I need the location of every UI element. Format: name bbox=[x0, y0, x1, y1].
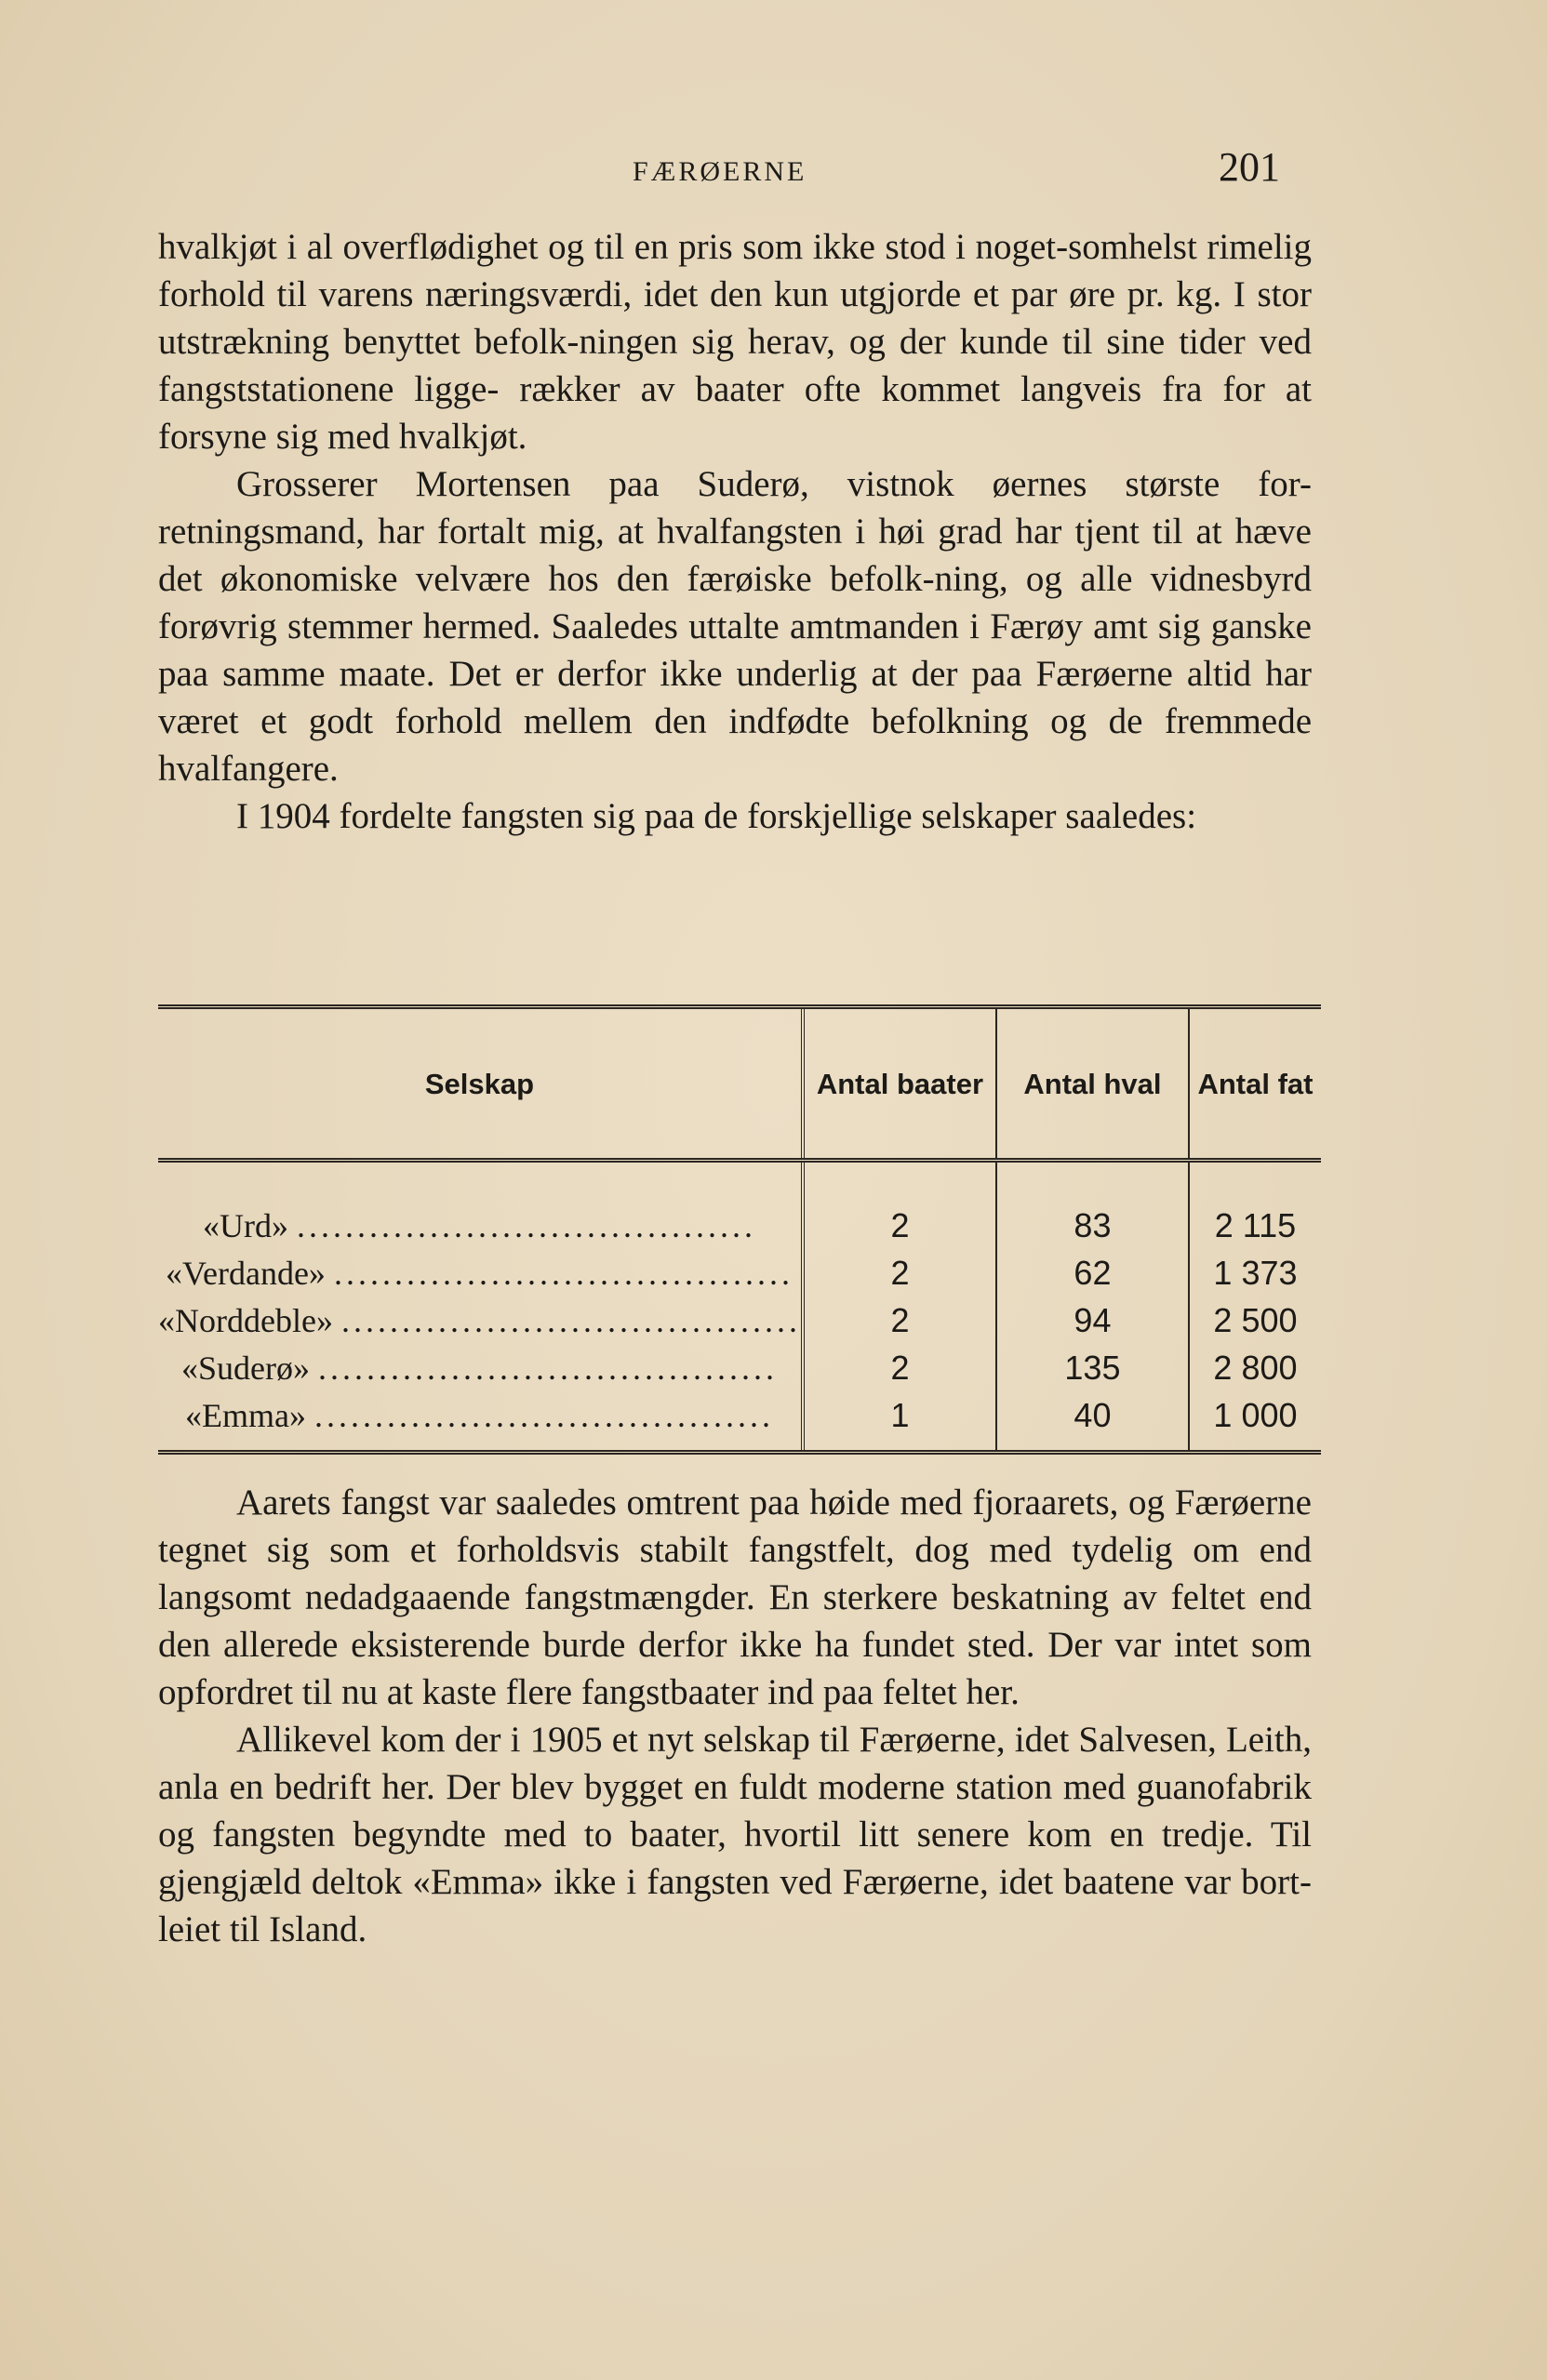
boats-count: 2 bbox=[803, 1344, 996, 1391]
table-row bbox=[158, 1344, 1321, 1391]
running-head bbox=[158, 140, 1312, 195]
boats-count: 2 bbox=[803, 1249, 996, 1296]
barrels-count: 1 373 bbox=[1189, 1249, 1321, 1296]
boats-count: 2 bbox=[803, 1161, 996, 1250]
company-name: «Emma» ...................................... bbox=[184, 1396, 774, 1434]
company-name: «Verdande» ...................................... bbox=[166, 1254, 794, 1292]
whales-count: 135 bbox=[996, 1344, 1189, 1391]
company-name: «Urd» ...................................... bbox=[202, 1206, 756, 1244]
company-name: «Norddeble» ...................................... bbox=[158, 1301, 801, 1339]
page-number: 201 bbox=[1219, 144, 1280, 190]
barrels-count: 2 500 bbox=[1189, 1296, 1321, 1344]
barrels-count: 2 115 bbox=[1189, 1161, 1321, 1250]
text-block-after-table bbox=[158, 1479, 1312, 1953]
whales-count: 62 bbox=[996, 1249, 1189, 1296]
text-block-before-table bbox=[158, 223, 1312, 840]
paragraph-allikevel: Allikevel kom der i 1905 et nyt selskap til Færøerne, idet Salvesen, Leith, anla en bedrift her. Der blev bygget en fuldt moderne station med guanofabrik og fangsten begyndte med to baater, hvortil litt senere kom en tredje. Til gjengjæld deltok «Emma» ikke i fangsten ved Færøerne, idet baatene var bort-leiet til Island. bbox=[158, 1720, 1312, 1949]
catch-table-1904 bbox=[158, 1004, 1321, 1455]
paragraph-hvalkjot: hvalkjøt i al overflødighet og til en pris som ikke stod i noget-somhelst rimelig forhold til varens næringsværdi, idet den kun utgjorde et par øre pr. kg. I stor utstrækning benyttet befolk-ningen sig herav, og der kunde til sine tider ved fangststationene ligge- rækker av baater ofte kommet langveis fra for at forsyne sig med hvalkjøt. bbox=[158, 227, 1312, 457]
paragraph-intro-1904: I 1904 fordelte fangsten sig paa de forskjellige selskaper saaledes: bbox=[236, 796, 1197, 836]
whales-count: 83 bbox=[996, 1161, 1189, 1250]
whales-count: 40 bbox=[996, 1391, 1189, 1453]
table-header-row bbox=[158, 1007, 1321, 1161]
table-row bbox=[158, 1249, 1321, 1296]
paragraph-aarets-fangst: Aarets fangst var saaledes omtrent paa høide med fjoraarets, og Færøerne tegnet sig som et forholdsvis stabilt fangstfelt, dog med tydelig om end langsomt nedadgaaende fangstmængder. En sterkere beskatning av feltet end den allerede eksisterende burde derfor ikke ha fundet sted. Der var intet som opfordret til nu at kaste flere fangstbaater ind paa feltet her. bbox=[158, 1483, 1312, 1712]
company-name: «Suderø» ...................................... bbox=[180, 1349, 778, 1387]
whales-count: 94 bbox=[996, 1296, 1189, 1344]
table-row bbox=[158, 1391, 1321, 1453]
header-antal-fat: Antal fat bbox=[1189, 1007, 1321, 1161]
running-title: FÆRØERNE bbox=[633, 156, 807, 187]
catch-table-container bbox=[158, 1004, 1321, 1455]
header-selskap: Selskap bbox=[424, 1067, 535, 1100]
header-antal-baater: Antal baater bbox=[803, 1007, 996, 1161]
barrels-count: 1 000 bbox=[1189, 1391, 1321, 1453]
table-row bbox=[158, 1161, 1321, 1250]
table-row bbox=[158, 1296, 1321, 1344]
barrels-count: 2 800 bbox=[1189, 1344, 1321, 1391]
boats-count: 1 bbox=[803, 1391, 996, 1453]
paragraph-grosserer: Grosserer Mortensen paa Suderø, vistnok øernes største for-retningsmand, har fortalt mig, at hvalfangsten i høi grad har tjent til at hæve det økonomiske velvære hos den færøiske befolk-ning, og alle vidnesbyrd forøvrig stemmer hermed. Saaledes uttalte amtmanden i Færøy amt sig ganske paa samme maate. Det er derfor ikke underlig at der paa Færøerne altid har været et godt forhold mellem den indfødte befolkning og de fremmede hvalfangere. bbox=[158, 464, 1312, 789]
header-antal-hval: Antal hval bbox=[996, 1007, 1189, 1161]
boats-count: 2 bbox=[803, 1296, 996, 1344]
